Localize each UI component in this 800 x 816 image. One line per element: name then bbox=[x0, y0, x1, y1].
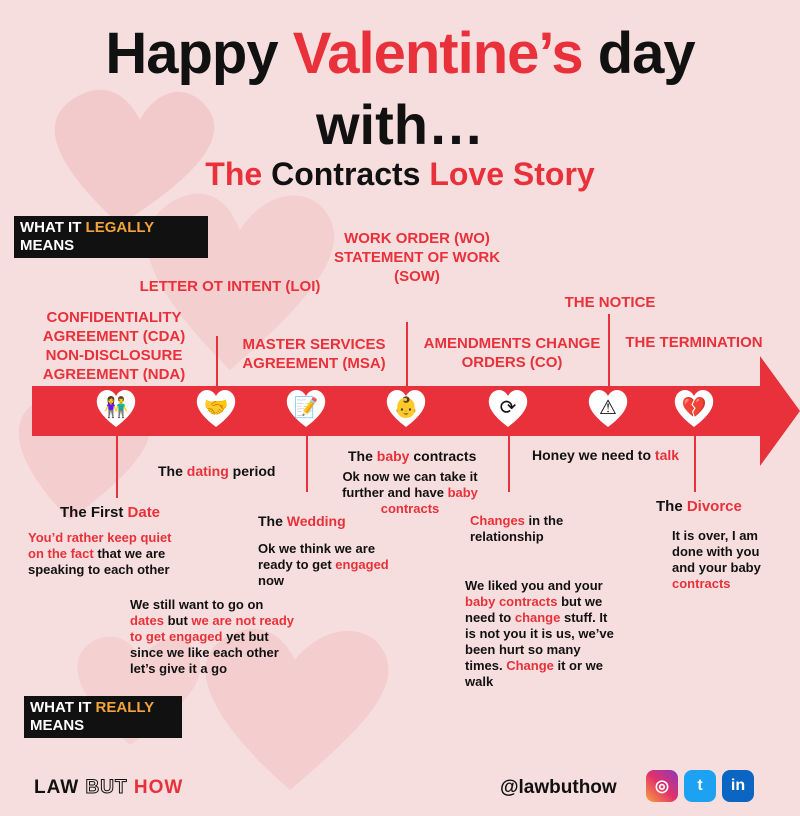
divorce-desc: It is over, I am done with you and your baby contracts bbox=[672, 528, 761, 591]
label-loi: LETTER OT INTENT (LOI) bbox=[139, 278, 321, 295]
subtitle: The Contracts Love Story bbox=[205, 156, 595, 192]
refresh-icon: ⟳ bbox=[499, 396, 517, 419]
label-msa: MASTER SERVICES AGREEMENT (MSA) bbox=[242, 336, 386, 372]
social-handle[interactable]: @lawbuthow bbox=[500, 777, 617, 798]
talk-text: Honey we need to talk bbox=[532, 447, 680, 463]
connector-changes bbox=[508, 428, 510, 492]
wedding-desc: Ok we think we are ready to get engaged now bbox=[258, 541, 389, 588]
milestone-loi bbox=[192, 383, 240, 431]
milestone-cda bbox=[92, 383, 140, 431]
milestone-msa bbox=[282, 383, 330, 431]
first-date-desc: You’d rather keep quiet on the fact that we are speaking to each other bbox=[28, 530, 172, 577]
connector-divorce bbox=[694, 428, 696, 492]
main-title: Happy Valentine’s day bbox=[105, 21, 695, 86]
couple-icon: 👫 bbox=[103, 396, 129, 419]
milestone-notice bbox=[584, 383, 632, 431]
milestone-termination bbox=[670, 383, 718, 431]
first-date-heading: The First Date bbox=[60, 504, 161, 521]
label-wo: WORK ORDER (WO) STATEMENT OF WORK (SOW) bbox=[333, 230, 501, 285]
wedding-heading: The Wedding bbox=[258, 513, 346, 529]
instagram-icon[interactable]: ◎ bbox=[646, 770, 678, 802]
handshake-icon: 🤝 bbox=[203, 396, 229, 419]
label-cda: CONFIDENTIALITY AGREEMENT (CDA) NON-DISCLOSURE AGREEMENT (NDA) bbox=[42, 309, 186, 383]
changes-heading: Changes in the relationship bbox=[470, 513, 564, 544]
legal-tag: WHAT IT LEGALLY MEANS bbox=[14, 216, 208, 258]
connector-wedding bbox=[306, 428, 308, 492]
label-notice: THE NOTICE bbox=[564, 294, 656, 311]
brand-logo: LAW BUT HOW bbox=[34, 777, 184, 798]
contract-icon: 📝 bbox=[293, 396, 319, 419]
connector-first-date bbox=[116, 428, 118, 498]
baby-desc: Ok now we can take it further and have baby contracts bbox=[342, 469, 478, 516]
twitter-icon[interactable]: t bbox=[684, 770, 716, 802]
warning-icon: ⚠ bbox=[599, 396, 617, 419]
dating-heading: The dating period bbox=[158, 463, 276, 479]
milestone-co bbox=[484, 383, 532, 431]
really-tag: WHAT IT REALLY MEANS bbox=[24, 696, 182, 738]
milestone-wo bbox=[382, 383, 430, 431]
baby-icon: 👶 bbox=[393, 396, 419, 419]
changes-desc: We liked you and your baby contracts but we need to change stuff. It is not you it is us, we’ve been hurt so many times. Change it or we walk bbox=[465, 578, 614, 689]
main-title-line2: with… bbox=[316, 93, 484, 156]
baby-heading: The baby contracts bbox=[348, 448, 477, 464]
label-co: AMENDMENTS CHANGE ORDERS (CO) bbox=[423, 335, 601, 371]
broken-heart-icon: 💔 bbox=[681, 396, 707, 419]
linkedin-icon[interactable]: in bbox=[722, 770, 754, 802]
divorce-heading: The Divorce bbox=[656, 498, 742, 515]
label-termination: THE TERMINATION bbox=[625, 334, 763, 351]
dating-desc: We still want to go on dates but we are not ready to get engaged yet but since we like each other let’s give it a go bbox=[130, 597, 295, 676]
